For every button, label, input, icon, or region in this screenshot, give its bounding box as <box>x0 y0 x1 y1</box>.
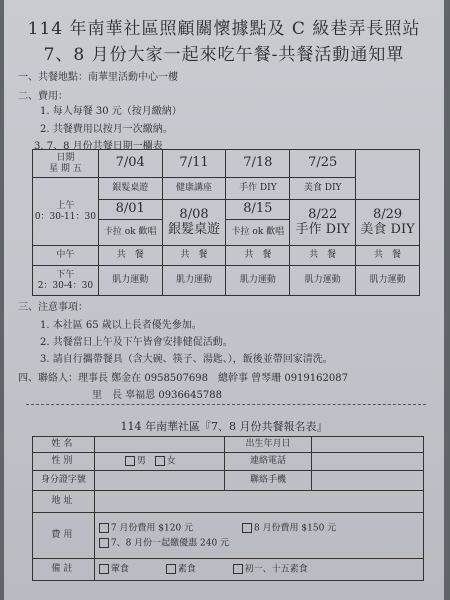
title-line-2: 7、8 月份大家一起來吃午餐-共餐活動通知單 <box>43 45 405 65</box>
noon-cell: 共 餐 <box>356 246 420 266</box>
combined-fee-label: 7、8 月份一起繳優惠 240 元 <box>110 538 230 548</box>
date-weekday-header: 日期 星 期 五 <box>33 150 99 178</box>
morning-header: 上午 0：30-11：30 <box>33 178 99 246</box>
birthday-label: 出生年月日 <box>224 437 312 453</box>
fee-label: 費用 <box>33 513 95 559</box>
date-cell: 7/04 <box>98 150 162 178</box>
notes-heading: 三、注意事項： <box>18 302 88 313</box>
noon-cell: 共 餐 <box>98 246 162 266</box>
activity-cell: 卡拉 ok 歡唱 <box>98 220 162 246</box>
afternoon-cell: 肌力運動 <box>356 266 420 296</box>
cut-line <box>26 404 426 405</box>
activity-cell: 卡拉 ok 歡唱 <box>226 220 290 246</box>
vegetarian-label: 素食 <box>177 564 196 575</box>
note-item-2: 2. 共餐當日上午及下午皆會安排健促活動。 <box>40 337 233 348</box>
contact-phone-label: 連絡電話 <box>224 453 312 471</box>
fee-item-3: 3. 7、8 月份共餐日期一欄表 <box>34 141 163 152</box>
lunar-vegetarian-checkbox[interactable] <box>233 564 243 574</box>
title-line-1: 114 年南華社區照顧關懷據點及 C 級巷弄長照站 <box>27 19 421 39</box>
lunar-vegetarian-label: 初一、十五素食 <box>244 564 308 575</box>
contact-line-2: 里 長 辜福恩 0936645788 <box>92 390 222 401</box>
diet-options <box>94 559 423 581</box>
contact-line-1: 四、聯絡人：理事長 鄭金在 0958507698 總幹事 曾琴珊 0919162087 <box>18 373 348 384</box>
date-cell: 7/11 <box>162 150 226 178</box>
female-label: 女 <box>166 456 176 467</box>
august-fee-checkbox[interactable] <box>242 523 252 533</box>
address-field[interactable] <box>94 491 423 513</box>
fee-heading: 二、費用： <box>18 91 68 102</box>
name-label: 姓名 <box>33 437 95 453</box>
july-fee-label: 7 月份費用 $120 元 <box>110 523 194 534</box>
august-fee-label: 8 月份費用 $150 元 <box>253 523 337 534</box>
location-line: 一、共餐地點：南華里活動中心一樓 <box>18 72 178 83</box>
afternoon-cell: 肌力運動 <box>162 266 226 296</box>
combined-fee-checkbox[interactable] <box>99 538 109 548</box>
afternoon-cell: 肌力運動 <box>226 266 290 296</box>
activity-cell: 健康講座 <box>162 178 226 200</box>
date-cell: 8/15 <box>226 200 290 220</box>
fee-options <box>94 513 423 559</box>
date-cell: 8/01 <box>98 200 162 220</box>
activity-cell: 手作 DIY <box>226 178 290 200</box>
afternoon-header: 下午 2：30-4：30 <box>33 266 99 296</box>
afternoon-cell: 肌力運動 <box>98 266 162 296</box>
id-number-field[interactable] <box>94 471 224 491</box>
mobile-field[interactable] <box>312 471 424 491</box>
meat-checkbox[interactable] <box>99 564 109 574</box>
gender-label: 性別 <box>33 453 95 471</box>
female-checkbox[interactable] <box>155 456 165 466</box>
gender-options <box>94 453 224 471</box>
meat-label: 葷食 <box>110 564 129 575</box>
noon-cell: 共 餐 <box>226 246 290 266</box>
noon-cell: 共 餐 <box>290 246 356 266</box>
registration-form <box>32 436 424 581</box>
noon-header: 中午 <box>33 246 99 266</box>
name-field[interactable] <box>94 437 224 453</box>
activity-cell: 銀髮桌遊 <box>98 178 162 200</box>
note-item-3: 3. 請自行攜帶餐具（含大碗、筷子、湯匙、），飯後並帶回家清洗。 <box>40 354 333 365</box>
male-checkbox[interactable] <box>125 456 135 466</box>
remarks-label: 備註 <box>33 559 95 581</box>
afternoon-cell: 肌力運動 <box>290 266 356 296</box>
empty-cell <box>356 150 420 200</box>
fee-item-2: 2. 共餐費用以按月一次繳納。 <box>40 124 173 135</box>
date-activity-cell: 8/08 銀髮桌遊 <box>162 200 226 246</box>
date-cell: 7/25 <box>290 150 356 178</box>
fee-item-1: 1. 每人每餐 30 元（按月繳納） <box>40 106 182 117</box>
male-label: 男 <box>136 456 146 467</box>
schedule-table <box>32 149 420 296</box>
vegetarian-checkbox[interactable] <box>166 564 176 574</box>
form-title: 114 年南華社區『7、8 月份共餐報名表』 <box>120 420 328 433</box>
address-label: 地址 <box>33 491 95 513</box>
mobile-label: 聯絡手機 <box>224 471 312 491</box>
date-activity-cell: 8/22 手作 DIY <box>290 200 356 246</box>
birthday-field[interactable] <box>312 437 424 453</box>
activity-cell: 美食 DIY <box>290 178 356 200</box>
date-activity-cell: 8/29 美食 DIY <box>356 200 420 246</box>
noon-cell: 共 餐 <box>162 246 226 266</box>
july-fee-checkbox[interactable] <box>99 523 109 533</box>
notice-paper <box>4 0 444 600</box>
contact-phone-field[interactable] <box>312 453 424 471</box>
note-item-1: 1. 本社區 65 歲以上長者優先參加。 <box>40 320 202 331</box>
id-number-label: 身分證字號 <box>33 471 95 491</box>
date-cell: 7/18 <box>226 150 290 178</box>
